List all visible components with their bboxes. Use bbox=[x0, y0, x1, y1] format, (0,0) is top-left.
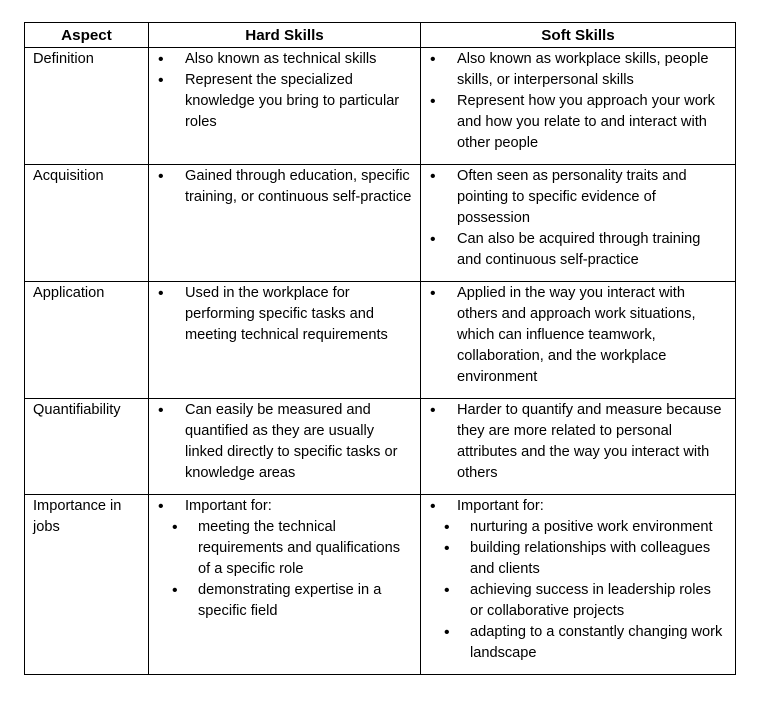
list-item: • Also known as workplace skills, people skills, or interpersonal skills bbox=[429, 49, 727, 91]
list-item: • Represent the specialized knowledge you bring to particular roles bbox=[157, 70, 412, 133]
hard-skills-cell bbox=[149, 48, 421, 165]
skills-comparison-table bbox=[24, 22, 736, 675]
bullet-list bbox=[429, 400, 727, 484]
bullet-list bbox=[157, 496, 412, 622]
list-item-lead: Important for: bbox=[457, 498, 544, 514]
list-item: • Often seen as personality traits and pointing to specific evidence of possession bbox=[429, 166, 727, 229]
soft-skills-cell bbox=[421, 399, 736, 495]
sub-list-item: • achieving success in leadership roles or collaborative projects bbox=[457, 580, 727, 622]
table-row bbox=[25, 399, 736, 495]
list-item: • Used in the workplace for performing specific tasks and meeting technical requirements bbox=[157, 283, 412, 346]
list-item: • Can also be acquired through training and continuous self-practice bbox=[429, 229, 727, 271]
hard-skills-cell bbox=[149, 495, 421, 675]
soft-skills-cell bbox=[421, 165, 736, 282]
soft-skills-cell bbox=[421, 282, 736, 399]
sub-bullet-list bbox=[457, 517, 727, 664]
aspect-cell: Acquisition bbox=[25, 165, 149, 282]
bullet-list bbox=[157, 166, 412, 208]
aspect-cell: Importance in jobs bbox=[25, 495, 149, 675]
hard-skills-cell bbox=[149, 165, 421, 282]
soft-skills-cell bbox=[421, 48, 736, 165]
aspect-cell: Definition bbox=[25, 48, 149, 165]
list-item: • Can easily be measured and quantified as they are usually linked directly to specific tasks or knowledge areas bbox=[157, 400, 412, 484]
hard-skills-cell bbox=[149, 282, 421, 399]
sub-list-item: • nurturing a positive work environment bbox=[457, 517, 727, 538]
list-item: • Represent how you approach your work and how you relate to and interact with other people bbox=[429, 91, 727, 154]
header-aspect: Aspect bbox=[25, 23, 149, 48]
table-row bbox=[25, 165, 736, 282]
list-item: • Gained through education, specific training, or continuous self-practice bbox=[157, 166, 412, 208]
sub-list-item: • building relationships with colleagues and clients bbox=[457, 538, 727, 580]
hard-skills-cell bbox=[149, 399, 421, 495]
list-item bbox=[429, 496, 727, 664]
aspect-cell: Application bbox=[25, 282, 149, 399]
list-item-lead: Important for: bbox=[185, 498, 272, 514]
bullet-list bbox=[429, 496, 727, 664]
list-item: • Applied in the way you interact with others and approach work situations, which can influence teamwork, collaboration, and the workplace environment bbox=[429, 283, 727, 388]
sub-list-item: • meeting the technical requirements and qualifications of a specific role bbox=[185, 517, 412, 580]
table-row bbox=[25, 282, 736, 399]
aspect-cell: Quantifiability bbox=[25, 399, 149, 495]
bullet-list bbox=[157, 400, 412, 484]
header-hard-skills: Hard Skills bbox=[149, 23, 421, 48]
sub-bullet-list bbox=[185, 517, 412, 622]
sub-list-item: • adapting to a constantly changing work landscape bbox=[457, 622, 727, 664]
soft-skills-cell bbox=[421, 495, 736, 675]
bullet-list bbox=[429, 49, 727, 154]
table-row bbox=[25, 48, 736, 165]
list-item: • Also known as technical skills bbox=[157, 49, 412, 70]
bullet-list bbox=[157, 49, 412, 133]
bullet-list bbox=[429, 166, 727, 271]
bullet-list bbox=[157, 283, 412, 346]
skills-comparison-wrapper bbox=[24, 22, 735, 675]
list-item: • Harder to quantify and measure because they are more related to personal attributes and the way you interact with others bbox=[429, 400, 727, 484]
table-row bbox=[25, 495, 736, 675]
list-item bbox=[157, 496, 412, 622]
header-soft-skills: Soft Skills bbox=[421, 23, 736, 48]
header-row bbox=[25, 23, 736, 48]
sub-list-item: • demonstrating expertise in a specific field bbox=[185, 580, 412, 622]
bullet-list bbox=[429, 283, 727, 388]
